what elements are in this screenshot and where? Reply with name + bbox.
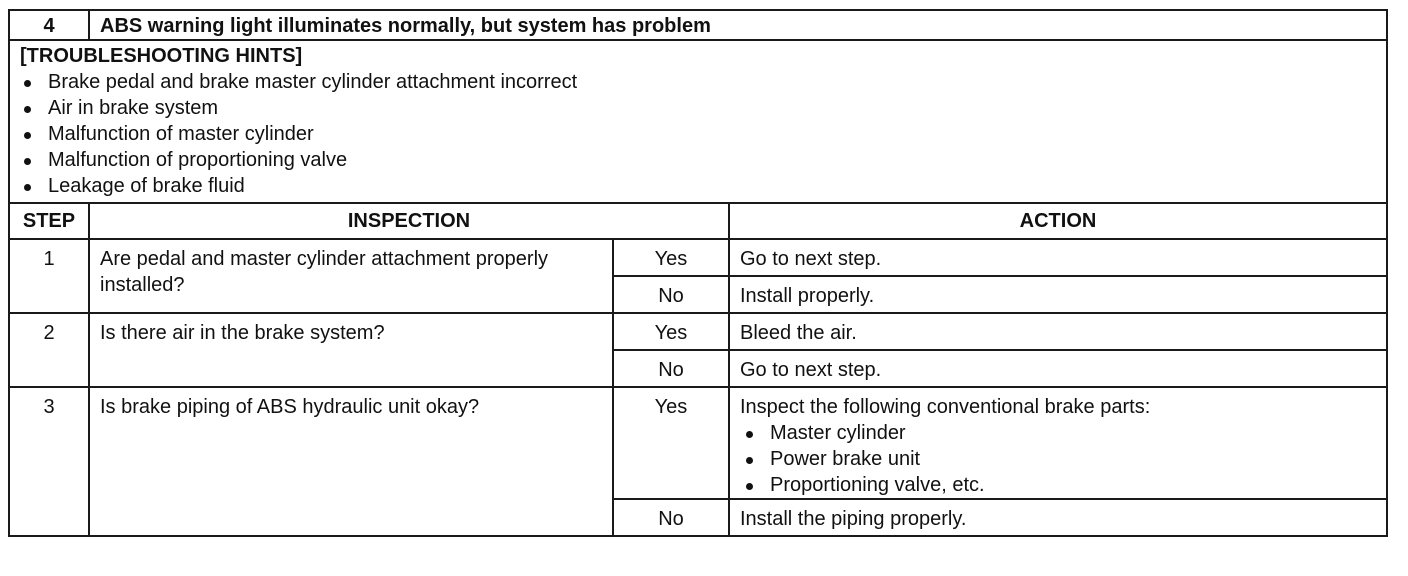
no-label: No [613, 350, 729, 387]
no-action: Go to next step. [729, 350, 1387, 387]
no-label: No [613, 499, 729, 536]
column-header-inspection: INSPECTION [89, 203, 729, 239]
inspection-text: Are pedal and master cylinder attachment properly installed? [89, 239, 613, 313]
yes-label: Yes [613, 313, 729, 350]
hint-item: Malfunction of master cylinder [20, 121, 1386, 147]
troubleshooting-document [8, 9, 1386, 537]
step-number: 1 [9, 239, 89, 313]
yes-action-cell [729, 387, 1387, 499]
column-header-action: ACTION [729, 203, 1387, 239]
hint-item: Air in brake system [20, 95, 1386, 121]
problem-header-row [9, 10, 1387, 40]
inspection-text: Is there air in the brake system? [89, 313, 613, 387]
table-row [9, 313, 1387, 350]
problem-title: ABS warning light illuminates normally, but system has problem [89, 10, 1387, 40]
yes-label: Yes [613, 239, 729, 276]
yes-action: Go to next step. [729, 239, 1387, 276]
yes-action: Inspect the following conventional brake parts: [740, 396, 1151, 418]
yes-label: Yes [613, 387, 729, 499]
step-number: 3 [9, 387, 89, 536]
hints-header: [TROUBLESHOOTING HINTS] [20, 45, 303, 67]
column-header-row [9, 203, 1387, 239]
no-label: No [613, 276, 729, 313]
no-action: Install properly. [729, 276, 1387, 313]
step-number: 2 [9, 313, 89, 387]
action-parts-list [740, 420, 1376, 498]
hint-item: Leakage of brake fluid [20, 173, 1386, 199]
yes-action: Bleed the air. [729, 313, 1387, 350]
hint-item: Brake pedal and brake master cylinder attachment incorrect [20, 69, 1386, 95]
column-header-step: STEP [9, 203, 89, 239]
action-part-item: Power brake unit [740, 446, 1376, 472]
table-row [9, 239, 1387, 276]
hints-row [9, 40, 1387, 203]
hints-list [20, 69, 1386, 199]
problem-number: 4 [9, 10, 89, 40]
no-action: Install the piping properly. [729, 499, 1387, 536]
action-part-item: Master cylinder [740, 420, 1376, 446]
inspection-text: Is brake piping of ABS hydraulic unit okay? [89, 387, 613, 536]
troubleshooting-table [8, 9, 1388, 537]
hints-section [9, 40, 1387, 203]
table-row [9, 387, 1387, 499]
action-part-item: Proportioning valve, etc. [740, 472, 1376, 498]
hint-item: Malfunction of proportioning valve [20, 147, 1386, 173]
